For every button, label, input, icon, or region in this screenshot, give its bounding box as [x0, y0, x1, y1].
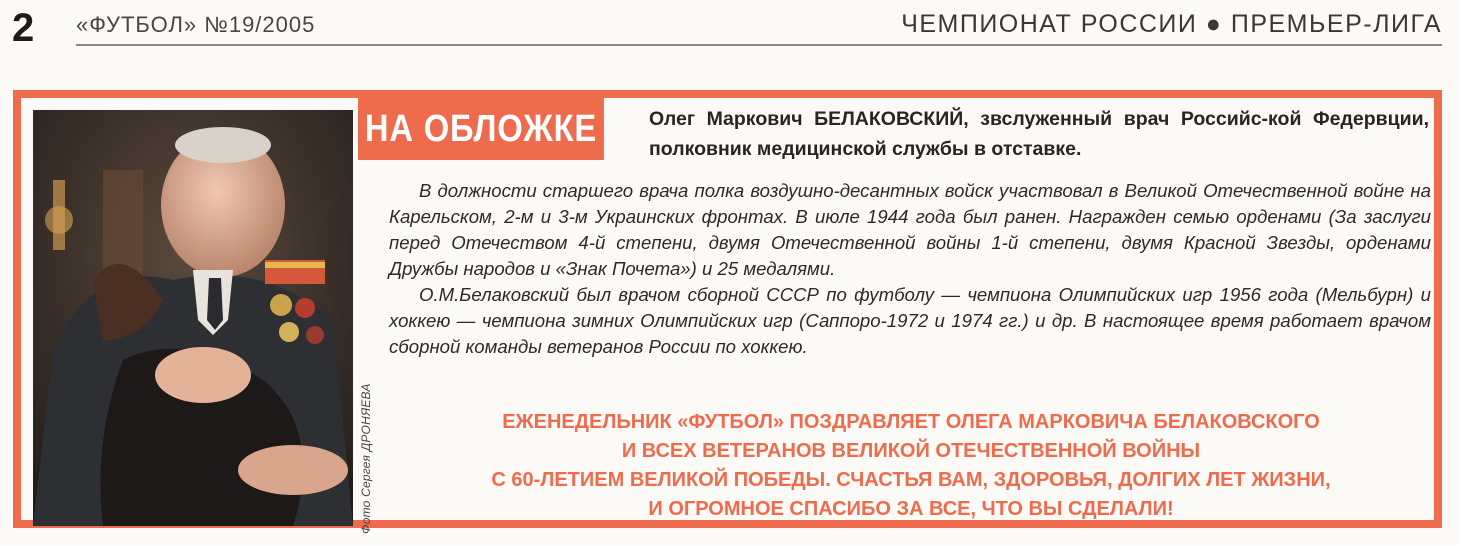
greeting-message: [381, 408, 1441, 524]
cover-label: НА ОБЛОЖКЕ: [358, 98, 604, 160]
page-number: 2: [12, 6, 35, 50]
section-title: ЧЕМПИОНАТ РОССИИ ● ПРЕМЬЕР-ЛИГА: [901, 10, 1442, 38]
veteran-portrait-image: [33, 110, 353, 526]
body-paragraph: О.М.Белаковский был врачом сборной СССР по футболу — чемпиона Олимпийских игр 1956 года (Мельбурн) и хоккею — чемпиона зимних Олимпийских игр (Саппоро-1972 и 1974 гг.) и др. В настоящее время работает врачом сборной команды ветеранов России по хоккею.: [389, 284, 1431, 357]
issue-label: «ФУТБОЛ» №19/2005: [76, 12, 316, 37]
body-paragraph: В должности старшего врача полка воздушно-десантных войск участвовал в Великой Отечественной войне на Карельском, 2-м и 3-м Украинских фронтах. В июле 1944 года был ранен. Награжден семью орденами (За заслуги перед Отечеством 4-й степени, двумя Отечественной войны 1-й степени, двумя Красной Звезды, орденами Дружбы народов и «Знак Почета») и 25 медалями.: [389, 180, 1431, 279]
cover-photo: [33, 110, 353, 526]
header-rule: [76, 44, 1442, 46]
greeting-line: С 60-ЛЕТИЕМ ВЕЛИКОЙ ПОБЕДЫ. СЧАСТЬЯ ВАМ, ЗДОРОВЬЯ, ДОЛГИХ ЛЕТ ЖИЗНИ,: [491, 469, 1331, 491]
article-body: [389, 178, 1431, 360]
greeting-line: И ВСЕХ ВЕТЕРАНОВ ВЕЛИКОЙ ОТЕЧЕСТВЕННОЙ ВОЙНЫ: [621, 440, 1201, 462]
greeting-line: ЕЖЕНЕДЕЛЬНИК «ФУТБОЛ» ПОЗДРАВЛЯЕТ ОЛЕГА МАРКОВИЧА БЕЛАКОВСКОГО: [502, 411, 1320, 433]
photo-credit: Фото Сергея ДРОНЯЕВА: [359, 383, 373, 534]
greeting-line: И ОГРОМНОЕ СПАСИБО ЗА ВСЕ, ЧТО ВЫ СДЕЛАЛИ!: [648, 498, 1174, 520]
cover-article: [13, 90, 1442, 534]
article-heading: Олег Маркович БЕЛАКОВСКИЙ, звслуженный врач Российс-кой Федервции, полковник медицинской службы в отставке.: [649, 108, 1429, 160]
